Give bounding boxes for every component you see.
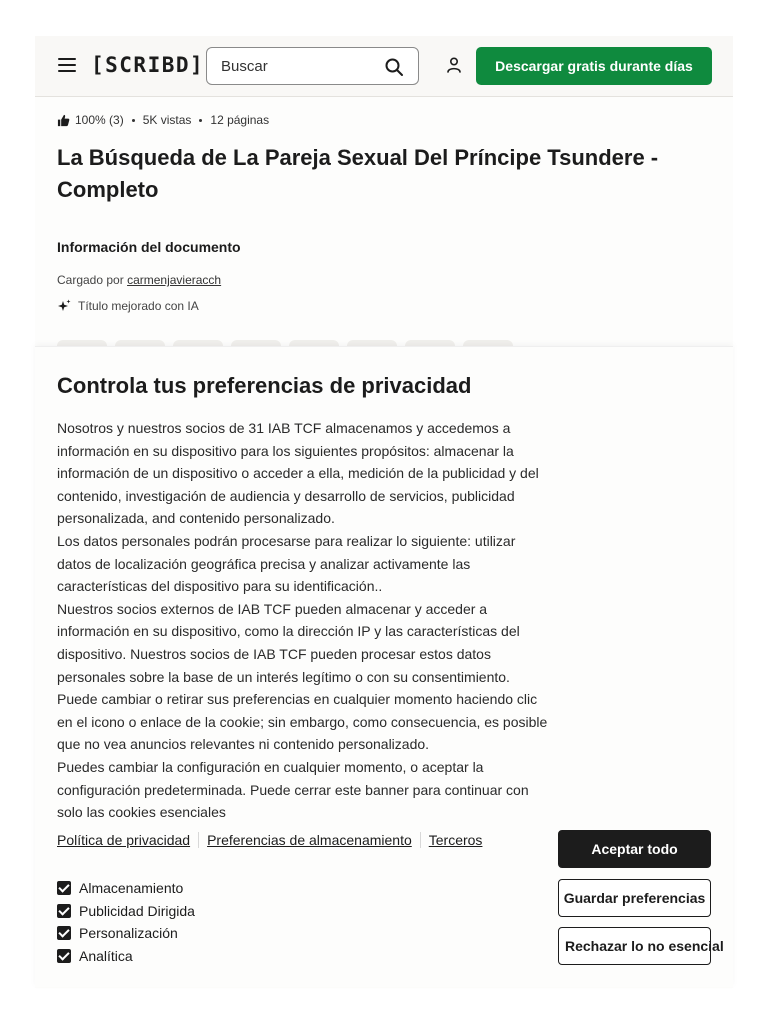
privacy-policy-link[interactable]: Política de privacidad bbox=[57, 832, 191, 848]
checkbox-targeted-ads[interactable] bbox=[57, 904, 71, 918]
storage-preferences-link[interactable]: Preferencias de almacenamiento bbox=[207, 832, 412, 848]
link-divider bbox=[198, 832, 199, 848]
checkbox-row-personalization[interactable] bbox=[57, 922, 195, 945]
search-box[interactable] bbox=[206, 47, 419, 85]
document-info-heading: Información del documento bbox=[57, 239, 241, 255]
rating-text: 100% (3) bbox=[75, 113, 124, 127]
search-input[interactable] bbox=[221, 56, 371, 76]
search-icon[interactable] bbox=[384, 57, 404, 77]
checkbox-personalization[interactable] bbox=[57, 926, 71, 940]
document-title: La Búsqueda de La Pareja Sexual Del Príncipe Tsundere - Completo bbox=[57, 145, 659, 202]
link-divider bbox=[420, 832, 421, 848]
consent-paragraph: Nuestros socios externos de IAB TCF pueden almacenar y acceder a información en su dispositivo, como la dirección IP y las características del dispositivo. Nuestros socios de IAB TCF pueden procesar estos datos personales sobre la base de un interés legítimo o con su consentimiento. Puede cambiar o retirar sus preferencias en cualquier momento haciendo clic en el icono o enlace de la cookie; sin embargo, como consecuencia, es posible que no vea anuncios relevantes ni contenido personalizado. bbox=[57, 600, 548, 753]
consent-paragraph: Nosotros y nuestros socios de 31 IAB TCF almacenamos y accedemos a información en su dispositivo para los siguientes propósitos: almacenar la información de un dispositivo o acceder a ella, medición de la publicidad y del contenido, investigación de audiencia y desarrollo de servicios, publicidad personalizada, and contenido personalizado. bbox=[57, 420, 539, 527]
checkbox-row-storage[interactable] bbox=[57, 877, 195, 900]
reject-button-label: Rechazar lo no esencial bbox=[565, 938, 724, 954]
menu-icon[interactable] bbox=[58, 58, 76, 72]
save-preferences-button[interactable]: Guardar preferencias bbox=[558, 879, 711, 917]
consent-checkboxes bbox=[57, 877, 195, 967]
consent-title: Controla tus preferencias de privacidad bbox=[57, 373, 472, 398]
sparkle-icon bbox=[57, 299, 71, 313]
thumbs-up-icon bbox=[57, 114, 70, 127]
consent-body bbox=[57, 417, 549, 824]
uploader-link[interactable]: carmenjavieracch bbox=[127, 273, 222, 287]
consent-links bbox=[57, 832, 482, 848]
accept-all-button[interactable]: Aceptar todo bbox=[558, 830, 711, 868]
checkbox-analytics[interactable] bbox=[57, 949, 71, 963]
ai-title-note bbox=[57, 299, 199, 313]
views-text: 5K vistas bbox=[142, 113, 192, 127]
consent-paragraph: Puedes cambiar la configuración en cualquier momento, o aceptar la configuración predeterminada. Puede cerrar este banner para continuar con solo las cookies esenciales bbox=[57, 758, 529, 821]
privacy-consent-dialog bbox=[35, 346, 733, 987]
document-stats bbox=[57, 113, 269, 127]
third-parties-link[interactable]: Terceros bbox=[428, 832, 483, 848]
consent-paragraph: Los datos personales podrán procesarse para realizar lo siguiente: utilizar datos de localización geográfica precisa y analizar activamente las características del dispositivo para su identificación.. bbox=[57, 532, 516, 595]
checkbox-storage[interactable] bbox=[57, 881, 71, 895]
ai-title-text: Título mejorado con IA bbox=[78, 299, 199, 313]
checkbox-row-analytics[interactable] bbox=[57, 945, 195, 968]
checkbox-label: Publicidad Dirigida bbox=[79, 902, 195, 919]
checkbox-row-targeted-ads[interactable] bbox=[57, 900, 195, 923]
reject-nonessential-button[interactable] bbox=[558, 927, 724, 965]
separator-dot bbox=[199, 119, 202, 122]
checkbox-label: Personalización bbox=[79, 925, 178, 942]
separator-dot bbox=[132, 119, 135, 122]
scribd-logo[interactable]: [SCRIBD] bbox=[91, 53, 205, 77]
pages-text: 12 páginas bbox=[210, 113, 270, 127]
checkbox-label: Analítica bbox=[79, 948, 133, 965]
download-free-button[interactable]: Descargar gratis durante días bbox=[476, 47, 712, 85]
top-header bbox=[35, 36, 733, 97]
uploaded-by bbox=[57, 273, 221, 287]
checkbox-label: Almacenamiento bbox=[79, 880, 184, 897]
uploaded-prefix: Cargado por bbox=[57, 273, 124, 287]
user-icon[interactable] bbox=[445, 56, 463, 74]
